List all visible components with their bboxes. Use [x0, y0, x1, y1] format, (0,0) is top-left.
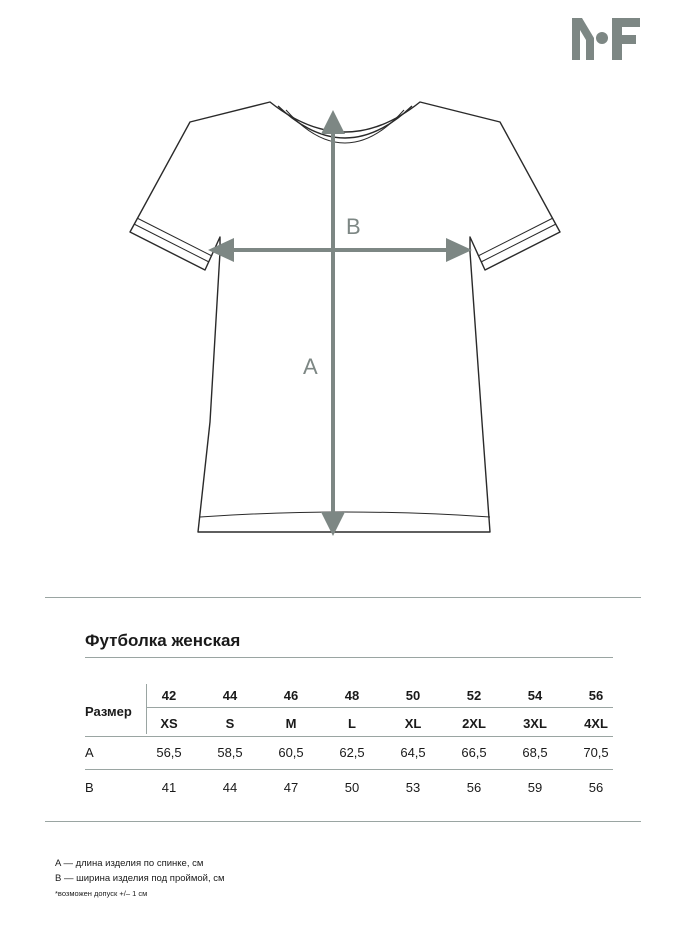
size-letter: XL [404, 716, 422, 731]
measure-label-b: B [346, 214, 361, 239]
tshirt-outline [130, 102, 560, 532]
table-cell: 41 [161, 780, 177, 795]
divider [146, 707, 613, 708]
size-letter: 4XL [584, 716, 608, 731]
divider [85, 736, 613, 737]
size-numeric: 44 [222, 688, 238, 703]
row-label-a: A [85, 745, 94, 760]
size-letter: M [285, 716, 297, 731]
table-title: Футболка женская [85, 631, 241, 650]
note-b: B — ширина изделия под проймой, см [55, 873, 225, 884]
size-letter: L [348, 716, 356, 731]
divider [85, 657, 613, 658]
table-cell: 68,5 [522, 745, 548, 760]
size-numeric: 48 [344, 688, 360, 703]
table-cell: 60,5 [278, 745, 304, 760]
table-cell: 70,5 [583, 745, 609, 760]
table-cell: 56 [588, 780, 604, 795]
table-cell: 58,5 [217, 745, 243, 760]
divider [85, 769, 613, 770]
size-letter: 3XL [523, 716, 547, 731]
table-cell: 64,5 [400, 745, 426, 760]
note-a: A — длина изделия по спинке, см [55, 858, 204, 869]
divider [45, 821, 641, 822]
table-cell: 66,5 [461, 745, 487, 760]
size-numeric: 46 [283, 688, 299, 703]
size-numeric: 54 [527, 688, 543, 703]
table-cell: 53 [405, 780, 421, 795]
table-cell: 56,5 [156, 745, 182, 760]
row-label-b: B [85, 780, 94, 795]
table-cell: 47 [283, 780, 299, 795]
size-numeric: 50 [405, 688, 421, 703]
size-numeric: 56 [588, 688, 604, 703]
table-cell: 56 [466, 780, 482, 795]
size-letter: S [225, 716, 235, 731]
size-numeric: 42 [161, 688, 177, 703]
table-cell: 44 [222, 780, 238, 795]
table-cell: 59 [527, 780, 543, 795]
size-numeric: 52 [466, 688, 482, 703]
measure-label-a: A [303, 354, 318, 379]
brand-logo [572, 18, 642, 60]
size-letter: XS [160, 716, 178, 731]
size-header-label: Размер [85, 704, 132, 719]
size-letter: 2XL [462, 716, 486, 731]
table-cell: 62,5 [339, 745, 365, 760]
table-cell: 50 [344, 780, 360, 795]
divider [45, 597, 641, 598]
note-tolerance: *возможен допуск +/– 1 см [55, 889, 148, 898]
tshirt-diagram [110, 92, 580, 552]
